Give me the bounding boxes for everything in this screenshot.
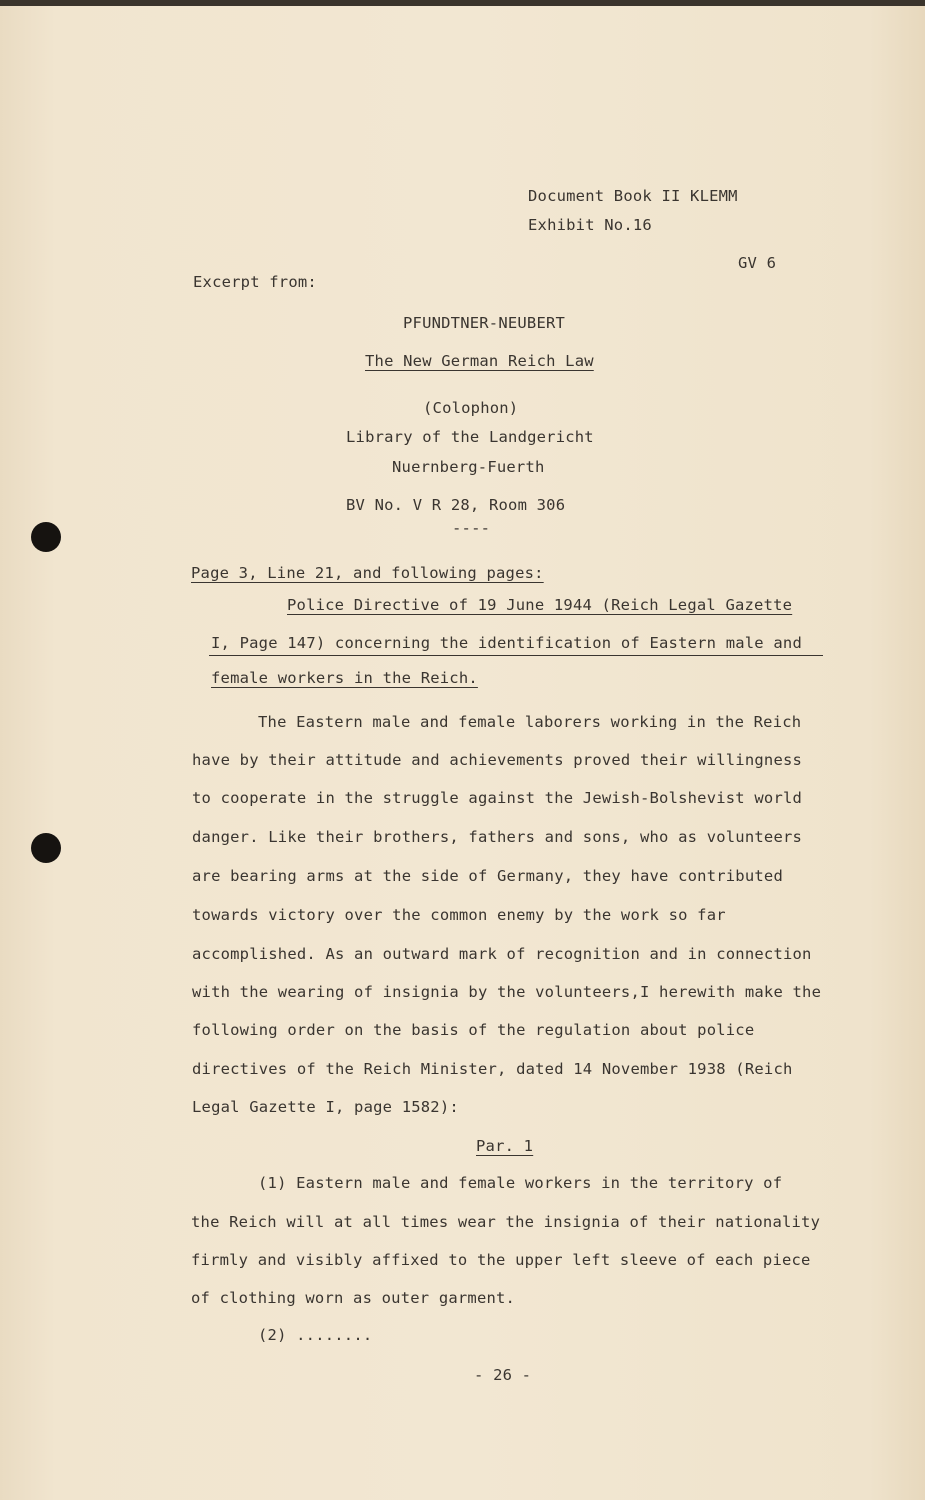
- separator: ----: [452, 519, 491, 537]
- scan-top-edge: [0, 0, 925, 6]
- punch-hole: [31, 522, 61, 552]
- clause-line: the Reich will at all times wear the insignia of their nationality: [191, 1213, 821, 1231]
- exhibit-label: Exhibit No.16: [528, 216, 652, 234]
- shelf-reference: BV No. V R 28, Room 306: [346, 496, 566, 514]
- directive-line: female workers in the Reich.: [211, 669, 478, 687]
- body-line: Legal Gazette I, page 1582):: [192, 1098, 459, 1116]
- page-line-reference: Page 3, Line 21, and following pages:: [191, 564, 544, 582]
- book-authors: PFUNDTNER-NEUBERT: [403, 314, 566, 332]
- clause-line: firmly and visibly affixed to the upper left sleeve of each piece: [191, 1251, 811, 1269]
- body-line: to cooperate in the struggle against the Jewish-Bolshevist world: [192, 789, 803, 807]
- clause-2: (2) ........: [258, 1326, 373, 1344]
- paragraph-heading: Par. 1: [476, 1137, 534, 1155]
- body-line: directives of the Reich Minister, dated 14 November 1938 (Reich: [192, 1060, 793, 1078]
- document-book-label: Document Book II KLEMM: [528, 187, 738, 205]
- body-line: with the wearing of insignia by the volunteers,I herewith make the: [192, 983, 822, 1001]
- body-line: towards victory over the common enemy by the work so far: [192, 906, 726, 924]
- punch-hole: [31, 833, 61, 863]
- clause-line: (1) Eastern male and female workers in the territory of: [258, 1174, 783, 1192]
- body-line: accomplished. As an outward mark of recognition and in connection: [192, 945, 812, 963]
- library-name: Library of the Landgericht: [346, 428, 594, 446]
- book-title: The New German Reich Law: [365, 352, 594, 370]
- body-line: following order on the basis of the regulation about police: [192, 1021, 755, 1039]
- directive-line: I, Page 147) concerning the identification of Eastern male and: [211, 634, 802, 652]
- page-number: - 26 -: [474, 1366, 532, 1384]
- library-city: Nuernberg-Fuerth: [392, 458, 545, 476]
- body-line: The Eastern male and female laborers working in the Reich: [258, 713, 802, 731]
- directive-underline: [209, 655, 823, 656]
- body-line: danger. Like their brothers, fathers and sons, who as volunteers: [192, 828, 803, 846]
- gv-label: GV 6: [738, 254, 777, 272]
- clause-line: of clothing worn as outer garment.: [191, 1289, 516, 1307]
- body-line: have by their attitude and achievements proved their willingness: [192, 751, 803, 769]
- directive-line: Police Directive of 19 June 1944 (Reich Legal Gazette: [287, 596, 793, 614]
- body-line: are bearing arms at the side of Germany, they have contributed: [192, 867, 783, 885]
- colophon-label: (Colophon): [423, 399, 519, 417]
- excerpt-label: Excerpt from:: [193, 273, 317, 291]
